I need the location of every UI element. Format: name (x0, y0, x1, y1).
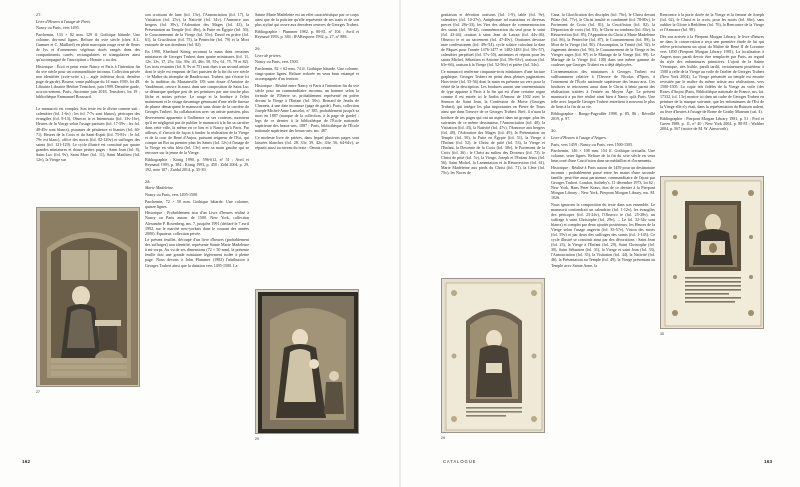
catalogue-paragraph: Historique : Probablement issu d'un Livre d'heures réalisé à Nancy ou Paris autour de 1500. New York, collection Alexandre P. Rosenberg, ms. 7, jusqu'en 1991 (déclaré le 7 avril 1992, sur le marché new-yorkais dans le courant des années 2000). Équateur, collection privée. (145, 210, 249, 236)
running-head: CATALOGUE (443, 459, 477, 464)
entry-number: 28. (145, 178, 151, 184)
catalogue-paragraph: Dès son arrivée à la Pierpont Morgan Library, le livre d'heures ne dans la conservation a reçu une première étude de lui qui relève précisément un ajout du Maître de René II de Lorraine vers 1490 (Pierpont Morgan Library 1981). La localisation à Angers nous paraît devoir être remplacée par Paris, au regard du style des enluminures primitives. L'ajout de la Sainte Véronique, très lisible, paraît tardif, certainement postérieur à 1500 à celle de la Vierge au voile de l'atelier de Georges Trubert (New York 2004). La Vierge présentée au temple est ensuite revisitée par le maître du même artiste aux réalisations, vers 1500-1505. La copie tels fidèles de la Vierge au voile (des Roses d'Anjou (Paris, Bibliothèque nationale de France, ms. lat. 17332, fol. 13v) montre ici dans un cadre de Georges Trubert en peinture de la marque suivante, que les enluminures de l'Est de la Vierge elle n'y était, dans la représentation du Buisson ardent, au livre d'heures à l'usage de Rome de Gotthy Museum (cat. 4). (660, 33, 764, 115)
catalogue-paragraph: Bibliographie : Plummer 1982, p. 80-81, n° 104 ; Avril et Reynaud 1993, p. 384 ; IFAResporte 1992, p. 27, n° 888. (255, 28, 359, 39)
catalogue-paragraph: En 1990, Eberhard König reconnut la main dans certaines miniatures de Georges Trubert dans quatre miniatures (fol. 11, 12v, 13v, 17, 25v, 34v, 39v, 43, 46v, 50, 55v, 61, 75, 79 et 82). Les trois restantes (fol. 8, 9v et 75) sont dues à un second artiste dont le style est emprunt de l'art parisien de la fin du xve siècle : le Maître du triomphe de Baudricourt. Trubert, qui s'écarte ici de la tradition du Martainville 183 sans doute d'Antoine de Vaudémont, oeuvre là aussi, dans une composition de Saint Luc se démarque quelque peu de ses peintures par une touche plus lâche et moins précise. Le rouge et la bordure à l'effet maintenant et le visage davantage gémissant d'une réelle finesse de plume démarquent le manuscrit sans doute de la carrière de Georges Trubert. Sa collaboration avec un artiste parisien, plus diversement apparente à l'influence se ses conteurs, montrent qu'il ne négligeait pas de publier le manuscrit à la fin sa carrière dans cette ville, la même en ce lieu et à Nancy qu'à Paris. Par ailleurs, il s'inscrit de façon à fonder la réalisation de la Vierge et de la cour de René d'Anjou, puissant seigneur de l'Est, qui compte un Roi au premier plan les Saints (fol. 12v) à l'image de la Vierge en vêtu bleu (fol. 13v) avec sa main gauche qui se retrouve sur la jeune de la Vierge. (145, 48, 249, 155)
catalogue-paragraph: son croissant de lune (fol. 13v), l'Annonciation (fol. 17), la Visitation (fol. 25v), la Nativité (fol. 34v), l'Annonce aux bergers (fol. 39v), l'Adoration des Mages (fol. 43), la Présentation au Temple (fol. 46v), la Fuite en Égypte (fol. 50), le Couronnement de la Vierge (fol. 55v), David en prière (fol. 61), la Crucifixion (fol. 75), la Pentecôte (fol. 79) et la Mort entourée de son dombeau (fol. 82). (145, 12, 249, 48)
entry-separator (36, 101, 140, 105)
right-page (401, 0, 800, 487)
miniature-virgin-child-image (256, 290, 359, 434)
entry-separator (551, 123, 655, 127)
entry-title: Marie Madeleine. (145, 185, 174, 191)
page-number-right: 163 (764, 459, 773, 464)
catalogue-paragraph: Parchemin, 133 × 82 mm. 129 ff. Gothique bâtarde. Une colonne, dix-neuf lignes. Reliure du xvie siècle (chez A.L. Gumuer et C. Maillard) en plein maroquin rouge orné de fleurs de lys et d'ornements végétaux dorés rangés dans des compartiments carrés, rectangulaires et triangulaires ainsi qu'accompagné de l'inscription « Honate » au dos. (36, 31, 140, 63)
figure-caption: 27 (36, 390, 40, 394)
catalogue-paragraph: Historique : Réalisé entre Nancy et Paris à l'intention fin du xve siècle pour un commanditaire inconnu, un homme selon la formule de l'Oberre se, probablement représenté en prière devant la Vierge à l'Enfant (fol. 50v). Bernard de Jeudis de Charnets, à une date inconnue (page de garde). Paris, collection Joseph-Michel-Anne Lancelot, n° 385, probablement jusqu'à sa mort en 1887 (marque de la collection, à la page de garde) ; legs de ce dernier à la bibliothèque de l'École nationale supérieure des beaux-arts, 1887 ; Paris, bibliothèque de l'École nationale supérieure des beaux-arts, ms. 487. (255, 82, 359, 134)
catalogue-paragraph: Parchemin, 82 × 62 mm. 74 ff. Gothique bâtarde. Une colonne, vingt-quatre lignes. Reliure redorée en veau brun estampé et accompagnée d'un fermoir. (255, 65, 359, 82)
entry-number: 29. (255, 46, 261, 52)
figure-caption: 29 (441, 436, 445, 440)
miniature-veronica-image (661, 177, 764, 329)
catalogue-paragraph: Sainte Marie Madeleine est un effet caractéristique par ce corps ainsi que de la poitrine qu'elle représente de ses traits et de son plus stylisé qui ouvre aux dernières oeuvres de Georges Trubert. (255, 12, 359, 28)
catalogue-paragraph: Parchemin, 72 × 50 mm. Gothique bâtarde. Une colonne, quinze lignes. (145, 198, 249, 209)
entry-separator (145, 173, 249, 177)
catalogue-paragraph: Bibliographie : Pierpont Morgan Library 1981, p. 51 ; Pool et Green 1988, p. 11, n° 40 ; New York 2004, p. 80-81 ; Walther 2004, p. 567 (notice de M. W. Ainsworth). (660, 116, 764, 132)
entry-title: Livre d'Heures à l'usage de Paris. (36, 18, 91, 24)
catalogue-paragraph: Parchemin, 146 × 108 mm. 154 ff. Gothique textualis. Une colonne, seize lignes. Reliure de la fin du xvie siècle en veau brun orné d'une Crucifixion dans un médaillon et d'ornements. (551, 148, 655, 164)
right-column-1 (441, 12, 545, 274)
catalogue-paragraph: Le présent feuillet, découpé d'un livre d'heures (probablement des suffrages) non identifié, représente Sainte Marie Madeleine à mi-corps. Au vu de ses dimensions (72 × 50 mm), la présente feuille doit une grande miniature légèrement isolée à pleine page. Nous devons à John Plummer (1982) l'attribution à Georges Trubert ainsi que la datation vers 1495-1500. La (145, 237, 249, 268)
left-page (0, 0, 399, 487)
figure-caption: 30 (660, 332, 664, 336)
catalogue-paragraph: Rencontre à la porte dorée de la Vierge et la femme de Joseph (fol. 62), le Christ et la croix, pour les morts (fol. 66v), sans oublier la Gloire à Bethléem (fol. 76), la Rencontre de la Vierge et l'Annonce (fol. 98). (660, 12, 764, 33)
miniature-saint-luke (36, 207, 140, 387)
catalogue-paragraph: Nancy ou Paris, vers 1495-1500. (145, 192, 199, 198)
catalogue-paragraph: Ce modeste livre de prières, dans lequel plusieurs pages sont laissées blanches (fol. 28, 33v, 39, 42v, 43v, 56, 64-64v), se répartit aussi au niveau du texte : Omnis creatu (255, 134, 359, 150)
catalogue-paragraph: Nancy ou Paris, vers 1500. (255, 59, 299, 65)
catalogue-paragraph: Le manuscrit est complet. Son texte est le divise comme suit : calendrier (fol. 1-6v) ; les fol. 7-7v sont blancs), péricopes des évangiles (fol. 8-13), Obsecro te et Intemerata (fol. 13v-16v), Heures de la Vierge selon l'usage parisien (fol. 17-59v ; les fol. 48-49v sont blancs), psaumes de pénitence et litanies (fol. 60-71), Heures de la Croix et du Saint-Esprit (fol. 75-81v ; le fol. 79v est blanc), office des morts (fol. 82-120v) et suffrages des saints (fol. 121-129). Le cycle illustré est constitué par quatre grandes miniatures et douze petites pages : Saint Jean (fol. 8), Saint Luc (fol. 9v), Saint Marc (fol. 11), Saint Matthieu (fol. 12v), la Vierge sur (36, 106, 140, 162)
entry-number: 30. (551, 128, 557, 134)
entry-title: Livre d'Heures à l'usage d'Angers. (551, 135, 607, 140)
miniature-saint-luke-image (37, 208, 140, 387)
catalogue-paragraph: Bibliographie : König 1990, p. 596-612, n° 51 ; Avril et Reynaud 1993, p. 384 ; König 1993, p. 450 ; Zöhl 2004, p. 29, 192, note 107 ; Zuidal 2014, p. 35-39. (145, 156, 249, 172)
entry-title: Livre de prières. (255, 52, 282, 58)
catalogue-paragraph: Historique : Réalisé à Paris autour de 1459 pour un destinataire inconnu ; probablement passé entre les mains d'une seconde famille, peut-être aussi parisienne, commanditaire de l'ajout par Georges Trubert. London, Sotheby's, 11 décembre 1973, lot 62 ; New York, Hans Peter Kraus, don de ce dernier à la Pierpont Morgan Library ; New York, Pierpont Morgan Library, ms. M. 1026. (551, 165, 655, 201)
miniature-saint-with-book (441, 278, 545, 433)
catalogue-paragraph: gratiarum et dévotion oraisons (fol. 1-9), table (fol. 9v), calendrier (fol. 10-27v), Antiphonae ad matutinas et diversas preces (fol. 28v-33), les Vies des abbaye de commemoracion des saints (fol. 36-42), commémoration du seul pour le saint (fol. 43-44), oraison à saint Jean de Latran (fol. 44v-46), Obsecro te et au sacrement (fol. 47-49v), Orationes devotae ante confessionem (fol. 49v-54), cycle solaire calculant la date de Pâques pour l'année 1476-1477 et 1482-1483 (fol. 50v-57), calendrier perpétuel (fol. 57v-55), antiennes et répons pour les saints Michel, Sébastien et Antoine (fol. 59v-63v), oraison (fol. 63v-66), oraison à la Vierge (fol. 52-56v) et prière (fol. 54v). (441, 12, 545, 68)
catalogue-paragraph: Bibliographie : Bongo-Fagvallée 1998, p. 85, 86 ; Réveillé 2019, p. 97. (551, 111, 655, 122)
catalogue-paragraph: Nous ignorons la composition du texte dans son ensemble. Le manuscrit contiendrait un calendrier (fol. 1-12v), les évangiles des péricopes (fol. 23-24v), l'Obsecro te (fol. 25-28v), un suffrage à saint Christophe (fol. 29v), ... Le fol. 32-34v sont blancs) et complet par deux ajoutés postérieurs, les Heures de la Vierge selon l'usage angevin (fol. 35-57v), Vision des morts (fol. 59v) et par deux des suffrages des saints (fol. 1-145). Ce cycle illustré se construit ainsi par des décorations : Saint Jean (fol. 23), la Vierge à l'Enfant (fol. 29), Saint Christophe (fol. 30), Saint Sébastien (fol. 31), la Vierge et saint Jean (fol. 33), l'Annonciation (fol. 35), la Visitation (fol. 44), la Nativité (fol. 46), la Présentation au Temple (fol. 49), la Vierge présentant au Temple avec Sainte Anne, la (551, 201, 655, 268)
figure-caption: 29 (255, 437, 259, 441)
catalogue-paragraph: Cana, la Glorification des disciples (fol. 76v), le Christ devant Pilate (fol. 77v), le Christ insulté et condamné (fol. 78-80v), le Portement de Croix (fol. 81), la Crucifixion (fol. 82), la Déposition de croix (fol. 83), le Christ au tombeau (fol. 84v), la Résurrection (fol. 85), l'Apparition du Christ à Marie Madeleine (fol. 86), la Pentecôte (fol. 87), le Couronnement (fol. 89), la Mort de la Vierge (fol. 90), l'Assomption, la Trinité (fol. 92), le Jugement dernier (fol. 96), le Couronnement de la Vierge et les Vierges sages (fol. 97) et le Mariage de la Vierge (fol. 99). Le Mariage de la Vierge (fol. 100) dans une même gamme de couleurs que Georges Trubert en a déjà déployées. (551, 12, 655, 68)
catalogue-paragraph: Historique : Écrit et peint entre Nancy et Paris à l'intention fin du xve siècle pour un commanditaire inconnu. Collection privée non identifiée (xvie-xviie s.) – aigle inférieur droit, dernière page de garde). Bourse, vente publique du 14 mars 1939, lot 48. Librairie Librairie Hériber Tenschert, juin 1999. Dernière garde, accrois-sement, Paris, Ancienne juin 2018, Tenschert, lot 19 ; bibliothèque Emmanuel Boussard. (36, 63, 140, 100)
catalogue-paragraph: Nancy ou Paris, vers 1495. (36, 25, 80, 31)
entry-number: 27. (36, 12, 42, 17)
left-column-2 (145, 12, 249, 432)
left-column-1 (36, 12, 140, 204)
right-column-2 (551, 12, 655, 432)
left-column-3 (255, 12, 359, 284)
catalogue-paragraph: Paris, vers 1459 ; Nancy ou Paris, vers 1500-1505. (551, 141, 634, 147)
page-number-left: 162 (22, 459, 31, 464)
entry-separator (255, 40, 359, 44)
catalogue-paragraph: L'ornementation des miniatures à Georges Trubert est suffisamment relative à l'Oeuvre de Nicolas d'Ypres, à l'ornement de l'École nationale supérieure des beaux-arts. Ces bordures se retrouvent aussi dans le Christ à bénir parmi des réalisations traitées à l'entrée au Moyen Âge. Le présent manuscrit a pu être réalisé ainsi bien à Nancy qu'à Paris. Une telle avec laquelle Georges Trubert entretient à nouveau le plus de liens à la fin de sa vie. (551, 69, 655, 110)
catalogue-paragraph: Ce manuscrit renferme cinquante-trois miniatures d'une facture graphique. Georges Trubert en peint deux pleines paginations Hors-texte (fol. 55-56) dont la main en présente un vers pour la vérité de la description. Les bordures auront une ornementation de type apparue à Paris à la fin qui est d'une certaine rogne comme il est entrée ici le Jardin d'Amour de 1502 avec le Sermon de Saint Jean, la Confession de Moïse (Georges Trubert), qui intègre les plus importantes en Pierre de Tours ainsi que dans l'oeuvre de ce Georges Trubert. Bref, il n'aura la bordure de ces pages qui ont un aspect dans un groupe, plus les suivantes de ce même dessinateur, l'Annonciation (fol. 40), la Visitation (fol. 43), la Nativité (fol. 47v), l'Annonce aux bergers (fol. 48), l'Adoration des Mages (fol. 49), la Présentation au Temple (fol. 50), la Fuite en Égypte (fol. 51), la Vierge à l'Enfant (fol. 52), le Christ de pitié (fol. 53), la Vierge et l'Enfant, la Descente de la Croix (fol. 38v), le Portement de la Croix (fol. 36) ; le Christ au milieu des Docteurs (fol. 73), le Christ de pitié (fol. 5v), la Vierge, Joseph et l'Enfant Jésus (fol. 56), Saint Michel, la Lamentation et la Résurrection (fol. 61), Marie Madeleine aux pieds du Christ (fol. 71), la Cène (fol. 75v), les Noces de (441, 69, 545, 176)
miniature-veronica (660, 176, 764, 329)
miniature-saint-with-book-image (442, 279, 545, 433)
right-column-3 (660, 12, 764, 180)
miniature-virgin-child (255, 289, 359, 434)
